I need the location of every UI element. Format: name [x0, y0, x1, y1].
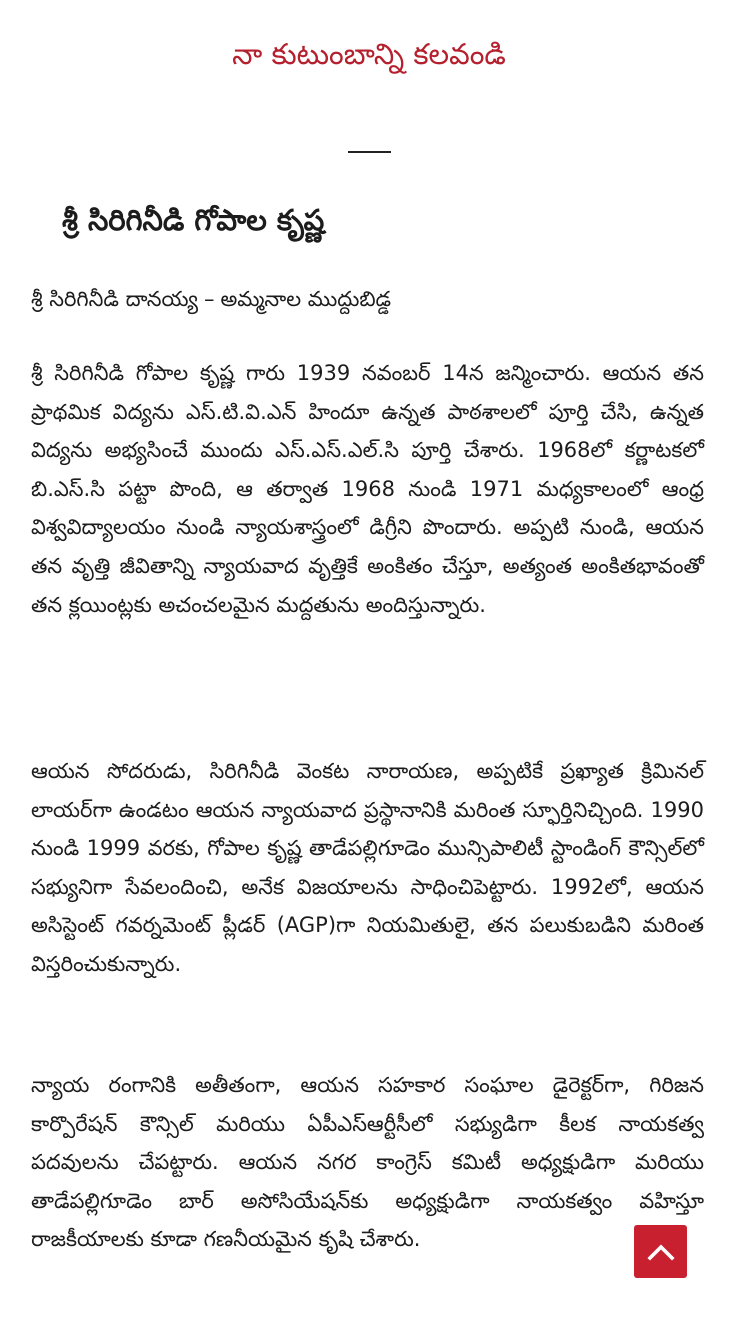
scroll-to-top-button[interactable]: [634, 1225, 687, 1278]
father-name: శ్రీ సిరిగినీడి దానయ్య: [31, 287, 198, 311]
mother-name: అమ్మనాల ముద్దుబిడ్డ: [220, 287, 392, 311]
bio-paragraph-1: శ్రీ సిరిగినీడి గోపాల కృష్ణ గారు 1939 నవంబర్ 14న జన్మించారు. ఆయన తన ప్రాథమిక విద్యను ఎస్.టి.వి.ఎన్ హిందూ ఉన్నత పాఠశాలలో పూర్తి చేసి, ఉన్నత విద్యను అభ్యసించే ముందు ఎస్.ఎస్.ఎల్.సి పూర్తి చేశారు. 1968లో కర్ణాటకలో బి.ఎస్.సి పట్టా పొంది, ఆ తర్వాత 1968 నుండి 1971 మధ్యకాలంలో ఆంధ్ర విశ్వవిద్యాలయం నుండి న్యాయశాస్త్రంలో డిగ్రీని పొందారు. అప్పటి నుండి, ఆయన తన వృత్తి జీవితాన్ని న్యాయవాద వృత్తికే అంకితం చేస్తూ, అత్యంత అంకితభావంతో తన క్లయింట్లకు అచంచలమైన మద్దతును అందిస్తున్నారు.: [31, 361, 704, 617]
parents-separator: –: [203, 287, 215, 311]
section-title: నా కుటుంబాన్ని కలవండి: [232, 37, 506, 71]
chevron-up-icon: [647, 1243, 675, 1261]
bio-paragraph-3: న్యాయ రంగానికి అతీతంగా, ఆయన సహకార సంఘాల డైరెక్టర్‌గా, గిరిజన కార్పొరేషన్ కౌన్సిల్ మరియు ఏపీఎస్ఆర్టీసీలో సభ్యుడిగా కీలక నాయకత్వ పదవులను చేపట్టారు. ఆయన నగర కాంగ్రెస్ కమిటీ అధ్యక్షుడిగా మరియు తాడేపల్లిగూడెం బార్ అసోసియేషన్‌కు అధ్యక్షుడిగా నాయకత్వం వహిస్తూ రాజకీయాలకు కూడా గణనీయమైన కృషి చేశారు.: [31, 1073, 704, 1252]
parents-line: [31, 282, 391, 316]
person-name: శ్రీ సిరిగినీడి గోపాల కృష్ణ: [62, 203, 325, 237]
bio-paragraph-2: ఆయన సోదరుడు, సిరిగినీడి వెంకట నారాయణ, అప్పటికే ప్రఖ్యాత క్రిమినల్ లాయర్‌గా ఉండటం ఆయన న్యాయవాద ప్రస్థానానికి మరింత స్ఫూర్తినిచ్చింది. 1990 నుండి 1999 వరకు, గోపాల కృష్ణ తాడేపల్లిగూడెం మున్సిపాలిటీ స్టాండింగ్ కౌన్సిల్‌లో సభ్యునిగా సేవలందించి, అనేక విజయాలను సాధించిపెట్టారు. 1992లో, ఆయన అసిస్టెంట్ గవర్నమెంట్ ప్లీడర్ (AGP)గా నియమితులై, తన పలుకుబడిని మరింత విస్తరించుకున్నారు.: [31, 759, 704, 976]
title-divider: [348, 151, 391, 153]
